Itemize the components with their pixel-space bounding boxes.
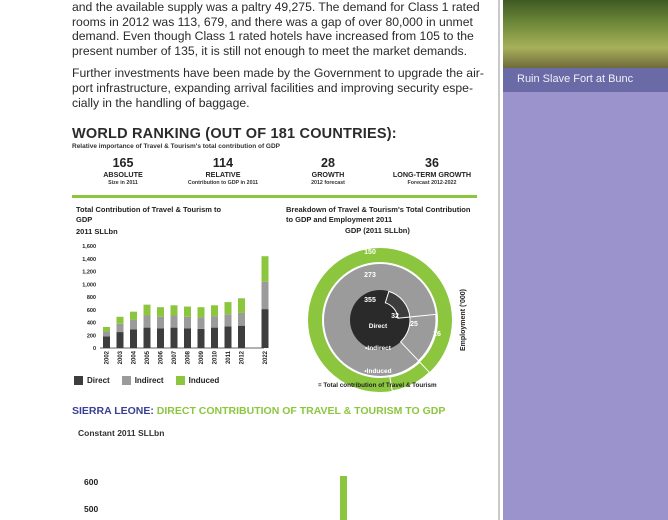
bar-segment-direct — [144, 328, 151, 348]
rank-number: 36 — [425, 156, 439, 170]
bar-segment-indirect — [238, 313, 245, 326]
photo-caption: Ruin Slave Fort at Bunc — [503, 68, 668, 92]
bar-segment-induced — [103, 327, 110, 331]
donut-chart-subtitle: GDP (2011 SLLbn) — [345, 226, 410, 235]
bar-segment-direct — [238, 326, 245, 348]
y-tick-label: 400 — [86, 320, 96, 327]
world-ranking-title: WORLD RANKING (OUT OF 181 COUNTRIES): — [72, 126, 397, 142]
y-tick-label: 800 — [86, 295, 96, 301]
gdp-induced-value: 150 — [364, 249, 376, 256]
rank-sub: Forecast 2012-2022 — [407, 180, 457, 186]
gdp-indirect-value: 273 — [364, 272, 376, 279]
x-tick-label: 2008 — [185, 351, 192, 365]
sierra-leone-title-country: SIERRA LEONE: — [72, 405, 154, 417]
rank-number: 165 — [112, 156, 134, 170]
x-tick-label: 2002 — [104, 351, 111, 365]
bar-segment-indirect — [225, 314, 232, 326]
bar-segment-indirect — [144, 315, 151, 327]
bar-segment-induced — [225, 302, 232, 314]
legend-label: Indirect — [134, 376, 164, 385]
rank-label: LONG-TERM GROWTH — [392, 170, 472, 179]
donut-chart-title: Breakdown of Travel & Tourism's Total Contribution to GDP and Employment 2011 — [286, 205, 471, 224]
rank-sub: Contribution to GDP in 2011 — [187, 180, 259, 186]
bar-segment-direct — [262, 309, 269, 348]
emp-induced-value: 16 — [433, 331, 441, 338]
bar-segment-direct — [211, 328, 218, 348]
bar-segment-indirect — [130, 320, 137, 330]
emp-indirect-value: 25 — [410, 321, 418, 328]
bar-segment-indirect — [262, 282, 269, 309]
y-tick-label: 200 — [86, 333, 96, 340]
rank-label: ABSOLUTE — [103, 170, 143, 179]
bar-segment-induced — [117, 317, 124, 324]
green-divider — [72, 195, 477, 198]
legend-direct — [74, 376, 110, 385]
rank-growth — [298, 157, 358, 187]
bar-segment-direct — [157, 328, 164, 348]
label-induced: •Induced — [364, 368, 392, 375]
sierra-leone-title-desc: DIRECT CONTRIBUTION OF TRAVEL & TOURISM TO GDP — [156, 405, 446, 417]
bar-segment-induced — [238, 298, 245, 313]
bar-segment-induced — [198, 307, 205, 317]
label-indirect: •Indirect — [365, 345, 391, 352]
label-direct: Direct — [368, 323, 388, 330]
bar-chart-title: Total Contribution of Travel & Tourism to GDP — [76, 205, 222, 224]
bar-segment-indirect — [171, 315, 178, 327]
sidebar-panel — [503, 92, 668, 520]
bar-segment-induced — [262, 256, 269, 282]
x-tick-label: 2010 — [212, 351, 219, 365]
sierra-bar — [340, 476, 347, 520]
bar-segment-indirect — [103, 331, 110, 336]
bar-segment-indirect — [211, 316, 218, 327]
bar-chart-legend — [74, 376, 231, 385]
legend-induced — [176, 376, 220, 385]
x-tick-label: 2007 — [172, 351, 178, 365]
legend-label: Induced — [188, 376, 220, 385]
legend-label: Direct — [87, 376, 110, 385]
rank-label: GROWTH — [311, 170, 345, 179]
rank-relative — [178, 157, 268, 187]
legend-indirect — [122, 376, 164, 385]
y-tick-label: 1,200 — [82, 269, 96, 276]
x-tick-label: 2005 — [145, 351, 151, 365]
rank-sub: Size in 2011 — [108, 180, 138, 186]
bar-segment-direct — [103, 337, 110, 348]
rank-long-term-growth — [382, 157, 482, 187]
bar-segment-direct — [171, 328, 178, 348]
world-ranking-subtitle: Relative importance of Travel & Tourism's total contribution of GDP — [72, 143, 281, 150]
y-tick-label: 600 — [86, 307, 96, 314]
donut-chart — [290, 232, 490, 392]
sierra-leone-subtitle: Constant 2011 SLLbn — [78, 428, 165, 438]
bar-segment-direct — [117, 332, 124, 348]
y-tick-label: 1,600 — [82, 244, 96, 250]
y-tick-label: 0 — [92, 346, 96, 352]
x-tick-label: 2022 — [263, 351, 269, 365]
column-divider — [498, 0, 500, 520]
employment-axis-label: Employment ('000) — [460, 289, 467, 351]
rank-number: 114 — [212, 156, 234, 170]
x-tick-label: 2003 — [118, 351, 124, 365]
legend-swatch — [176, 376, 185, 385]
x-tick-label: 2012 — [239, 351, 246, 365]
gdp-direct-value: 355 — [364, 297, 376, 304]
bar-segment-induced — [171, 305, 178, 315]
x-tick-label: 2011 — [226, 351, 232, 365]
bar-segment-direct — [225, 326, 232, 348]
bar-segment-direct — [184, 328, 191, 348]
rank-sub: 2012 forecast — [311, 180, 345, 186]
bar-chart — [72, 238, 272, 378]
rank-absolute — [88, 157, 158, 187]
bar-segment-indirect — [117, 324, 124, 332]
y-tick-label: 1,000 — [82, 282, 96, 289]
x-tick-label: 2006 — [158, 351, 165, 365]
donut-footnote: = Total contribution of Travel & Tourism — [318, 382, 437, 389]
bar-segment-induced — [184, 307, 191, 317]
emp-direct-value: 32 — [391, 313, 399, 320]
bar-segment-indirect — [184, 317, 191, 328]
fort-photo — [503, 0, 668, 68]
bar-segment-induced — [130, 312, 137, 320]
y-tick-600: 600 — [84, 477, 99, 487]
legend-swatch — [122, 376, 131, 385]
x-tick-label: 2009 — [199, 351, 205, 365]
intro-text — [72, 0, 497, 118]
bar-segment-direct — [198, 329, 205, 348]
x-tick-label: 2004 — [131, 351, 138, 365]
rank-label: RELATIVE — [205, 170, 241, 179]
rank-number: 28 — [321, 156, 335, 170]
bar-segment-indirect — [198, 317, 205, 328]
bar-segment-induced — [211, 305, 218, 316]
y-tick-500: 500 — [84, 504, 99, 514]
sierra-leone-title — [72, 405, 445, 417]
intro-paragraph-2: Further investments have been made by the Government to upgrade the air-port infrastructure, expanding arrival facilities and improving security espe-cially in the handling of baggage. — [72, 66, 484, 110]
bar-segment-direct — [130, 330, 137, 348]
bar-chart-subtitle: 2011 SLLbn — [76, 227, 118, 236]
intro-paragraph-1: and the available supply was a paltry 49,275. The demand for Class 1 rated rooms in 2012 was 113, 679, and there was a gap of over 80,000 in unmet demand. Even though Class 1 rated hotels have increased from 105 to the present number of 135, it is still not enough to meet the market demands. — [72, 0, 480, 58]
legend-swatch — [74, 376, 83, 385]
bar-segment-induced — [157, 307, 164, 317]
y-tick-label: 1,400 — [82, 256, 96, 263]
bar-segment-induced — [144, 305, 151, 316]
bar-segment-indirect — [157, 317, 164, 328]
